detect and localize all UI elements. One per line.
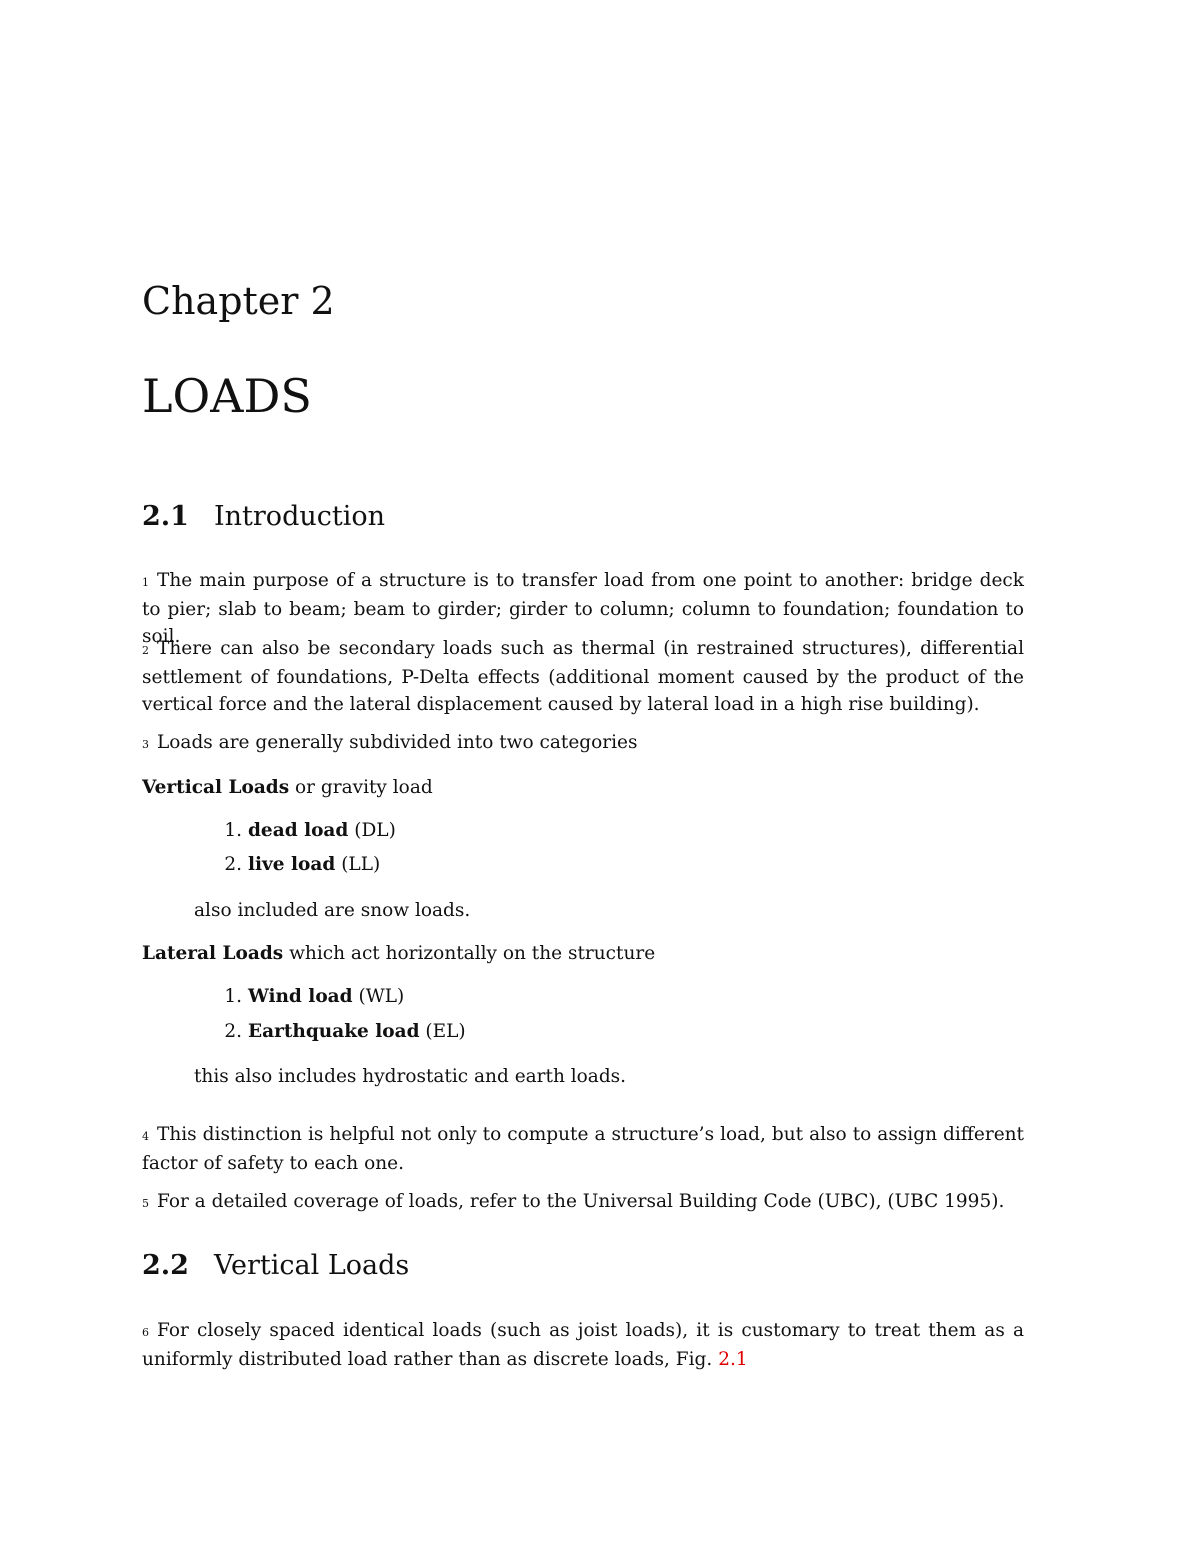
section-heading-introduction: [142, 500, 385, 534]
list-term: live load: [248, 854, 336, 875]
paragraph-text: The main purpose of a structure is to transfer load from one point to another: bridge deck to pier; slab to beam; beam to girder; girder to column; column to foundation; foundation to soil.: [142, 570, 1024, 647]
section-title: Introduction: [214, 501, 385, 532]
figure-reference-link[interactable]: 2.1: [718, 1349, 748, 1370]
vertical-loads-note: also included are snow loads.: [194, 900, 471, 921]
list-marker: 1.: [224, 986, 242, 1007]
paragraph-number: 6: [142, 1326, 149, 1339]
paragraph-text: For a detailed coverage of loads, refer to the Universal Building Code (UBC), (UBC 1995).: [157, 1191, 1005, 1212]
paragraph-text: This distinction is helpful not only to compute a structure’s load, but also to assign different factor of safety to each one.: [142, 1124, 1024, 1174]
list-marker: 2.: [224, 1021, 242, 1042]
list-abbr: (LL): [341, 854, 381, 875]
lateral-loads-note: this also includes hydrostatic and earth loads.: [194, 1066, 627, 1087]
section-title: Vertical Loads: [214, 1250, 410, 1281]
list-item-live-load: [214, 851, 380, 878]
section-heading-vertical-loads: [142, 1249, 409, 1283]
paragraph-number: 2: [142, 644, 149, 657]
paragraph-text: For closely spaced identical loads (such as joist loads), it is customary to treat them as a uniformly distributed load rather than as discrete loads, Fig.: [142, 1320, 1024, 1370]
list-abbr: (EL): [425, 1021, 466, 1042]
chapter-title: LOADS: [142, 369, 312, 423]
vertical-loads-lead: [142, 774, 433, 801]
list-marker: 1.: [224, 820, 242, 841]
paragraph-text: Loads are generally subdivided into two categories: [157, 732, 638, 753]
list-abbr: (WL): [358, 986, 405, 1007]
vertical-loads-term: Vertical Loads: [142, 777, 290, 798]
list-item-earthquake-load: [214, 1018, 466, 1045]
lateral-loads-desc: which act horizontally on the structure: [289, 943, 656, 964]
paragraph-number: 4: [142, 1130, 149, 1143]
list-term: Wind load: [248, 986, 353, 1007]
list-term: Earthquake load: [248, 1021, 420, 1042]
vertical-loads-desc: or gravity load: [295, 777, 433, 798]
list-term: dead load: [248, 820, 349, 841]
list-item-dead-load: [214, 817, 396, 844]
paragraph-2: [142, 635, 1024, 718]
paragraph-number: 1: [142, 576, 149, 589]
section-number: 2.2: [142, 1250, 189, 1281]
paragraph-5: [142, 1188, 1024, 1217]
list-marker: 2.: [224, 854, 242, 875]
chapter-label: Chapter 2: [142, 279, 335, 323]
list-abbr: (DL): [354, 820, 396, 841]
paragraph-3: [142, 729, 1024, 758]
section-number: 2.1: [142, 501, 189, 532]
paragraph-number: 5: [142, 1197, 149, 1210]
paragraph-6: [142, 1317, 1024, 1373]
paragraph-4: [142, 1121, 1024, 1177]
lateral-loads-term: Lateral Loads: [142, 943, 284, 964]
lateral-loads-lead: [142, 940, 655, 967]
list-item-wind-load: [214, 983, 404, 1010]
paragraph-number: 3: [142, 738, 149, 751]
paragraph-text: There can also be secondary loads such as thermal (in restrained structures), differential settlement of foundations, P-Delta effects (additional moment caused by the product of the vertical force and the lateral displacement caused by lateral load in a high rise building).: [142, 638, 1024, 715]
